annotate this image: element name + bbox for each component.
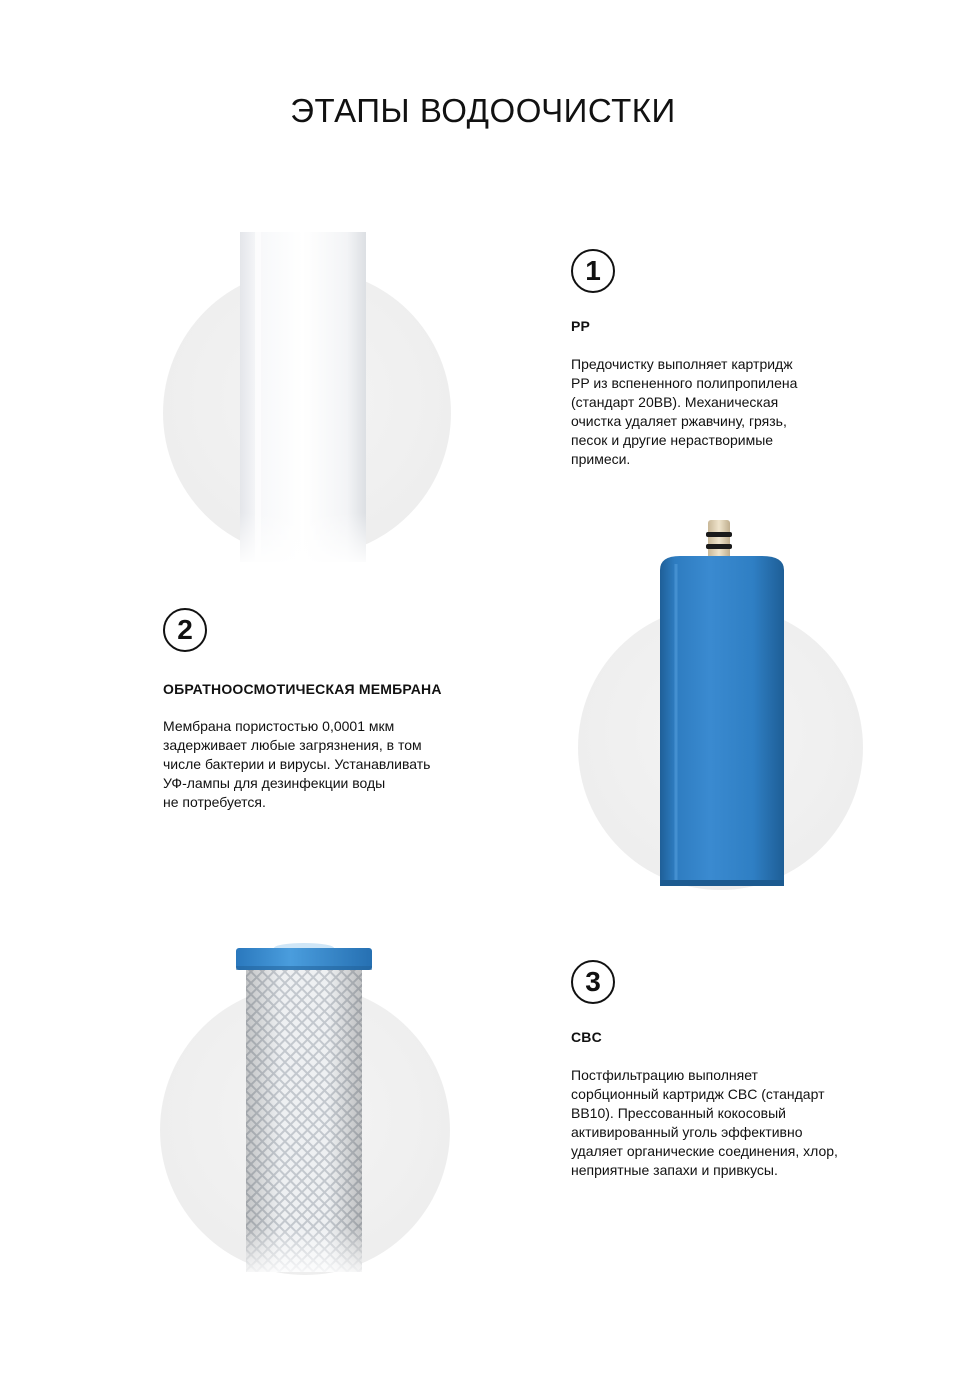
stage-2-title: ОБРАТНООСМОТИЧЕСКАЯ МЕМБРАНА	[163, 681, 442, 697]
stage-3-description: Постфильтрацию выполняет сорбционный картридж CBC (стандарт BB10). Прессованный кокосовый активированный уголь эффективно удаляет органические соединения, хлор, неприятные запахи и привкусы.	[571, 1067, 838, 1178]
stage-2-description: Мембрана пористостью 0,0001 мкм задерживает любые загрязнения, в том числе бактерии и вирусы. Устанавливать УФ-лампы для дезинфекции воды не потребуется.	[163, 718, 431, 810]
stage-1-number: 1	[571, 249, 615, 293]
pp-cartridge-image	[228, 232, 378, 562]
cbc-cartridge-image	[234, 942, 374, 1272]
ro-membrane-image	[650, 520, 795, 890]
stage-1-description: Предочистку выполняет картридж PP из вспененного полипропилена (стандарт 20BB). Механическая очистка удаляет ржавчину, грязь, песок и другие нерастворимые примеси.	[571, 356, 798, 467]
stage-2-number: 2	[163, 608, 207, 652]
stage-3-number: 3	[571, 960, 615, 1004]
page-title: ЭТАПЫ ВОДООЧИСТКИ	[290, 92, 676, 129]
stage-1-title: PP	[571, 318, 591, 334]
stage-3-title: CBC	[571, 1029, 602, 1045]
